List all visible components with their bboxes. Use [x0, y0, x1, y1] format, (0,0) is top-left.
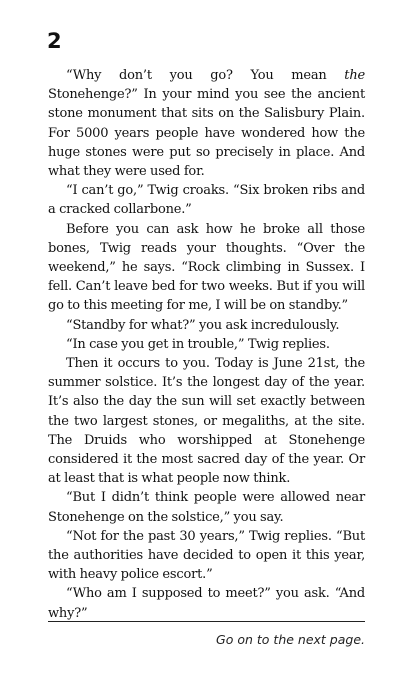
- paragraph: “But I didn’t think people were allowed near Stonehenge on the solstice,” you say.: [48, 490, 365, 525]
- paragraph: “Standby for what?” you ask incredulously.: [66, 317, 340, 333]
- paragraph-text: Stonehenge?” In your mind you see the ancient stone monument that sits on the Salisbury Plain. For 5000 years people have wondered how the huge stones were put so precisely in place. And what they were used for.: [48, 87, 365, 180]
- paragraph: Before you can ask how he broke all those bones, Twig reads your thoughts. “Over the weekend,” he says. “Rock climbing in Sussex. I fell. Can’t leave bed for two weeks. But if you will go to this meeting for me, I will be on standby.”: [48, 221, 365, 314]
- paragraph-text: “Why don’t you go? You mean: [66, 68, 345, 83]
- story-text: [48, 66, 365, 623]
- page-number: 2: [47, 29, 62, 53]
- paragraph: “Who am I supposed to meet?” you ask. “And why?”: [48, 586, 365, 621]
- emphasized-word: the: [344, 68, 365, 83]
- paragraph: [48, 66, 365, 181]
- next-page-note: Go on to the next page.: [216, 632, 365, 647]
- paragraph: “In case you get in trouble,” Twig replies.: [66, 336, 330, 352]
- footer-divider: [48, 621, 365, 622]
- paragraph: “I can’t go,” Twig croaks. “Six broken ribs and a cracked collarbone.”: [48, 183, 365, 218]
- paragraph: Then it occurs to you. Today is June 21st, the summer solstice. It’s the longest day of the year. It’s also the day the sun will set exactly between the two largest stones, or megaliths, at the site. The Druids who worshipped at Stonehenge considered it the most sacred day of the year. Or at least that is what people now think.: [48, 356, 365, 487]
- paragraph: “Not for the past 30 years,” Twig replies. “But the authorities have decided to open it this year, with heavy police escort.”: [48, 528, 365, 583]
